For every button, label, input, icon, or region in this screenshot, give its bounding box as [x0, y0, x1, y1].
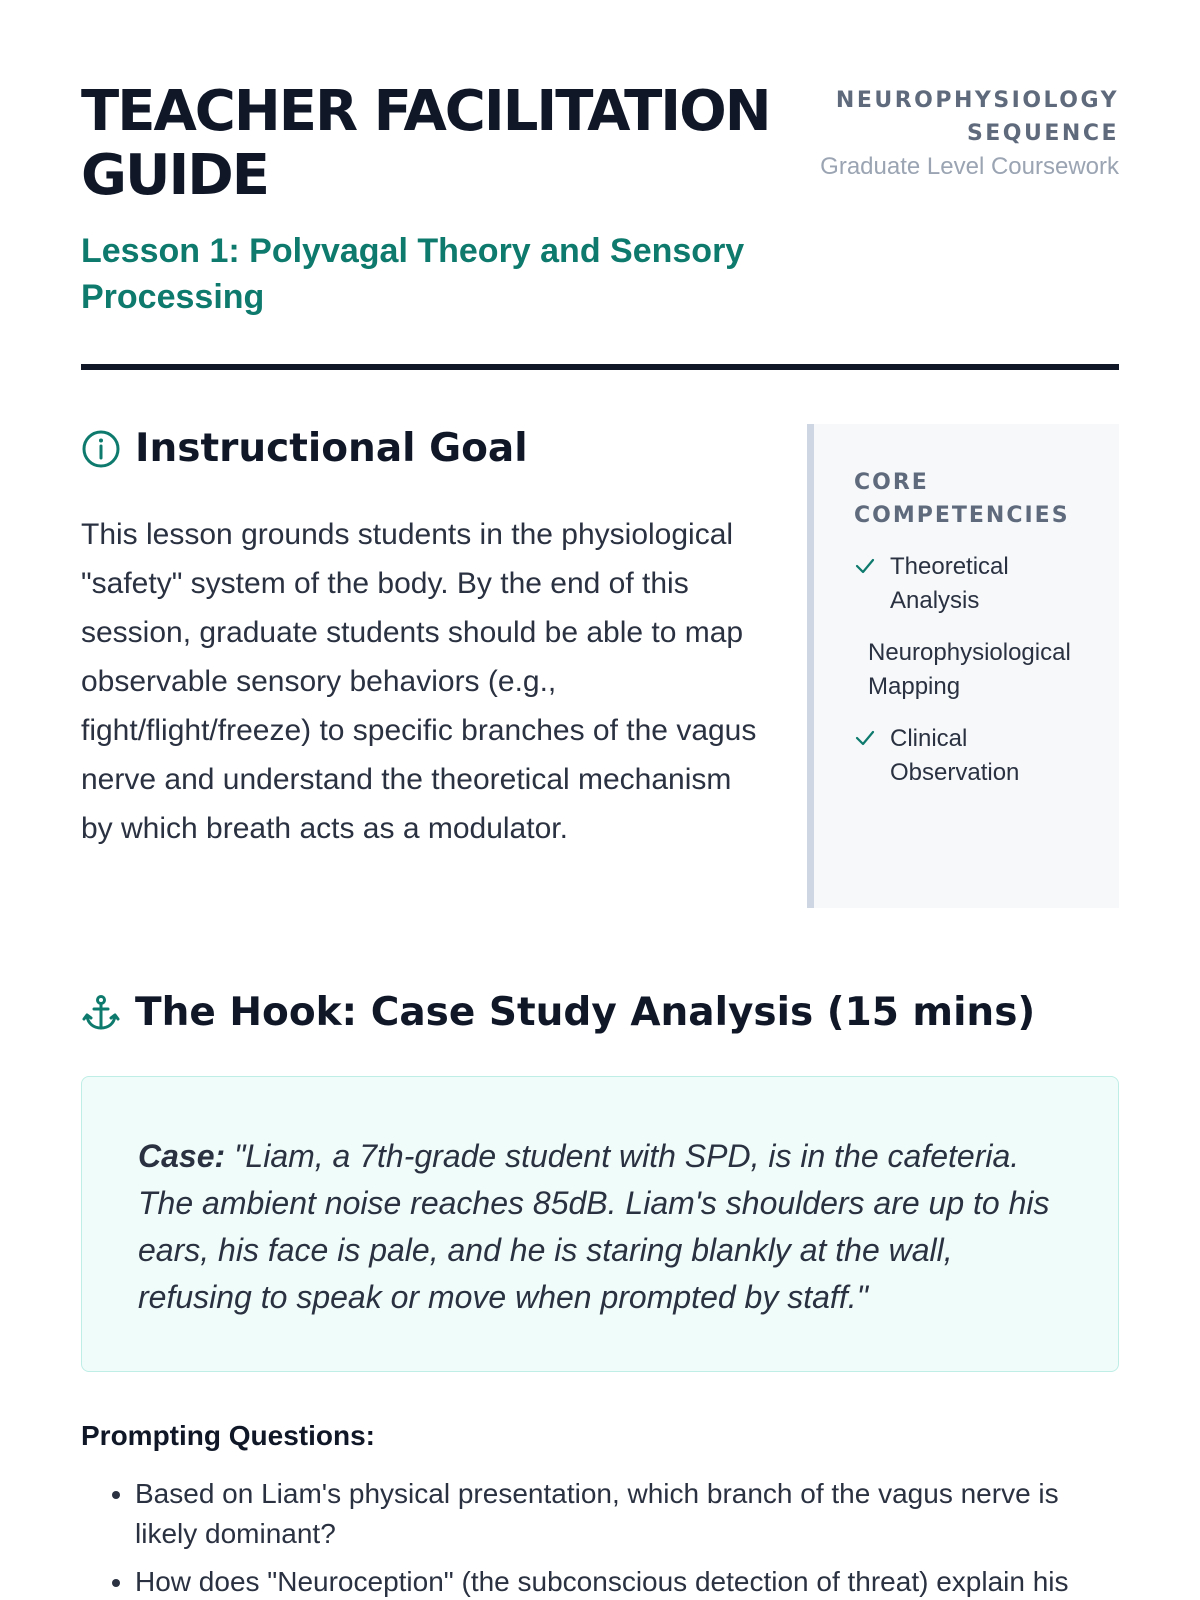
core-competencies-panel	[807, 424, 1119, 908]
competency-item	[854, 722, 1089, 790]
lesson-title: Lesson 1: Polyvagal Theory and Sensory Processing	[81, 232, 745, 316]
hook-heading	[81, 988, 1119, 1038]
goal-heading-text: Instructional Goal	[135, 426, 528, 471]
goal-heading	[81, 424, 761, 474]
series-label: NEUROPHYSIOLOGY SEQUENCE	[835, 88, 1119, 146]
competency-label: Theoretical Analysis	[890, 553, 1009, 614]
header-title-block	[81, 80, 781, 320]
hook-heading-text: The Hook: Case Study Analysis (15 mins)	[135, 990, 1036, 1035]
competency-item	[854, 636, 1089, 704]
level-label: Graduate Level Coursework	[820, 153, 1119, 180]
competencies-title: CORE COMPETENCIES	[854, 470, 1070, 528]
competency-item	[854, 550, 1089, 618]
question-item: • How does "Neuroception" (the subconscious detection of threat) explain his	[135, 1562, 1119, 1600]
info-icon	[81, 429, 121, 469]
header-meta	[799, 80, 1119, 184]
goal-main	[81, 424, 761, 908]
competencies-list	[854, 550, 1089, 790]
competency-label: Clinical Observation	[890, 725, 1020, 786]
header-divider	[81, 364, 1119, 370]
question-item: • Based on Liam's physical presentation, which branch of the vagus nerve is likely dominant?	[135, 1474, 1119, 1554]
case-label: Case:	[138, 1138, 226, 1174]
hook-section	[81, 988, 1119, 1600]
check-icon	[854, 550, 890, 587]
document-header	[81, 80, 1119, 320]
document-title: TEACHER FACILITATION GUIDE	[81, 79, 770, 208]
anchor-icon	[81, 993, 121, 1033]
prompting-questions-list	[81, 1474, 1119, 1600]
competency-label: Neurophysiological Mapping	[868, 639, 1071, 700]
case-body: "Liam, a 7th-grade student with SPD, is in the cafeteria. The ambient noise reaches 85dB. Liam's shoulders are up to his ears, his face is pale, and he is staring blankly at the wall, refusing to speak or move when prompted by staff."	[138, 1138, 1050, 1315]
case-study-box	[81, 1076, 1119, 1372]
goal-text: This lesson grounds students in the physiological "safety" system of the body. By the end of this session, graduate students should be able to map observable sensory behaviors (e.g., fight/flight/freeze) to specific branches of the vagus nerve and understand the theoretical mechanism by which breath acts as a modulator.	[81, 518, 757, 845]
instructional-goal-section	[81, 424, 1119, 908]
case-study-text	[138, 1133, 1062, 1321]
prompting-questions-heading: Prompting Questions:	[81, 1420, 375, 1451]
check-icon	[854, 722, 890, 759]
